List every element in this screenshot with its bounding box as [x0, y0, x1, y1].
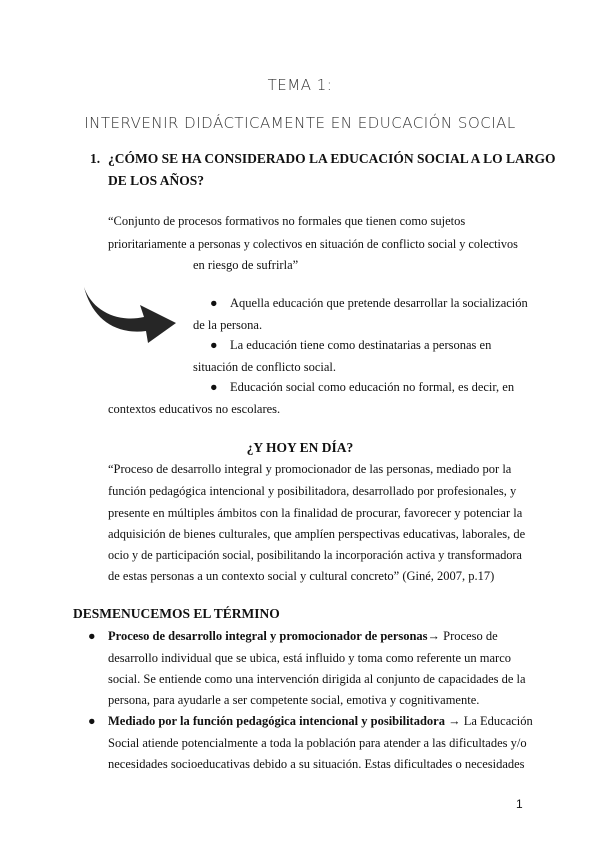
paragraph-line: desarrollo individual que se ubica, está influido y toma como referente un marco [108, 651, 511, 665]
list-item: ● La educación tiene como destinatarias a personas en [210, 334, 491, 358]
list-item: ● Mediado por la función pedagógica intencional y posibilitadora → La Educación [88, 710, 533, 734]
paragraph-line: “Proceso de desarrollo integral y promocionador de las personas, mediado por la [108, 462, 512, 476]
paragraph-line: persona, para ayudarle a ser competente social, emotiva y cognitivamente. [108, 693, 480, 707]
bullet-icon: ● [88, 629, 96, 643]
paragraph-line: de estas personas a un contexto social y cultural concreto” (Giné, 2007, p.17) [108, 569, 495, 583]
definition-quote-line2: prioritariamente a personas y colectivos en situación de conflicto social y colectivos [108, 237, 518, 251]
bullet-icon: ● [88, 714, 96, 728]
list-item-continuation: situación de conflicto social. [193, 360, 337, 374]
subheading-breakdown: DESMENUCEMOS EL TÉRMINO [73, 606, 280, 621]
list-item-continuation: contextos educativos no escolares. [108, 402, 281, 416]
paragraph-line: función pedagógica intencional y posibilitadora, desarrollado por profesionales, y [108, 484, 517, 498]
bullet-icon: ● [210, 338, 218, 352]
page-title-topic: TEMA 1: [267, 76, 333, 94]
section-number: 1. [90, 151, 101, 166]
bullet-icon: ● [210, 380, 218, 394]
paragraph-line: ocio y de participación social, posibilitando la incorporación activa y transformadora [108, 548, 522, 562]
subheading-today: ¿Y HOY EN DÍA? [246, 440, 354, 455]
definition-quote-line1: “Conjunto de procesos formativos no formales que tienen como sujetos [108, 214, 466, 228]
list-item: ● Aquella educación que pretende desarrollar la socialización [210, 292, 528, 316]
curved-arrow-icon [82, 283, 178, 345]
section-heading-line1: ¿CÓMO SE HA CONSIDERADO LA EDUCACIÓN SOCIAL A LO LARGO [108, 151, 556, 166]
list-item: ● Proceso de desarrollo integral y promocionador de personas→ Proceso de [88, 625, 498, 649]
paragraph-line: presente en múltiples ámbitos con la finalidad de procurar, favorecer y potenciar la [108, 506, 523, 520]
bullet-icon: ● [210, 296, 218, 310]
section-heading-line2: DE LOS AÑOS? [108, 173, 205, 188]
page-title: INTERVENIR DIDÁCTICAMENTE EN EDUCACIÓN SOCIAL [84, 114, 516, 132]
definition-quote-line3: en riesgo de sufrirla” [193, 258, 299, 272]
paragraph-line: Social atiende potencialmente a toda la población para atender a las dificultades y/o [108, 736, 527, 750]
paragraph-line: necesidades socioeducativas debido a su situación. Estas dificultades o necesidades [108, 757, 525, 771]
paragraph-line: social. Se entiende como una intervención dirigida al conjunto de capacidades de la [108, 672, 526, 686]
list-item-continuation: de la persona. [193, 318, 263, 332]
paragraph-line: adquisición de bienes culturales, que amplíen perspectivas educativas, laborales, de [108, 527, 526, 541]
page-number: 1 [516, 797, 523, 811]
list-item: ● Educación social como educación no formal, es decir, en [210, 376, 514, 400]
